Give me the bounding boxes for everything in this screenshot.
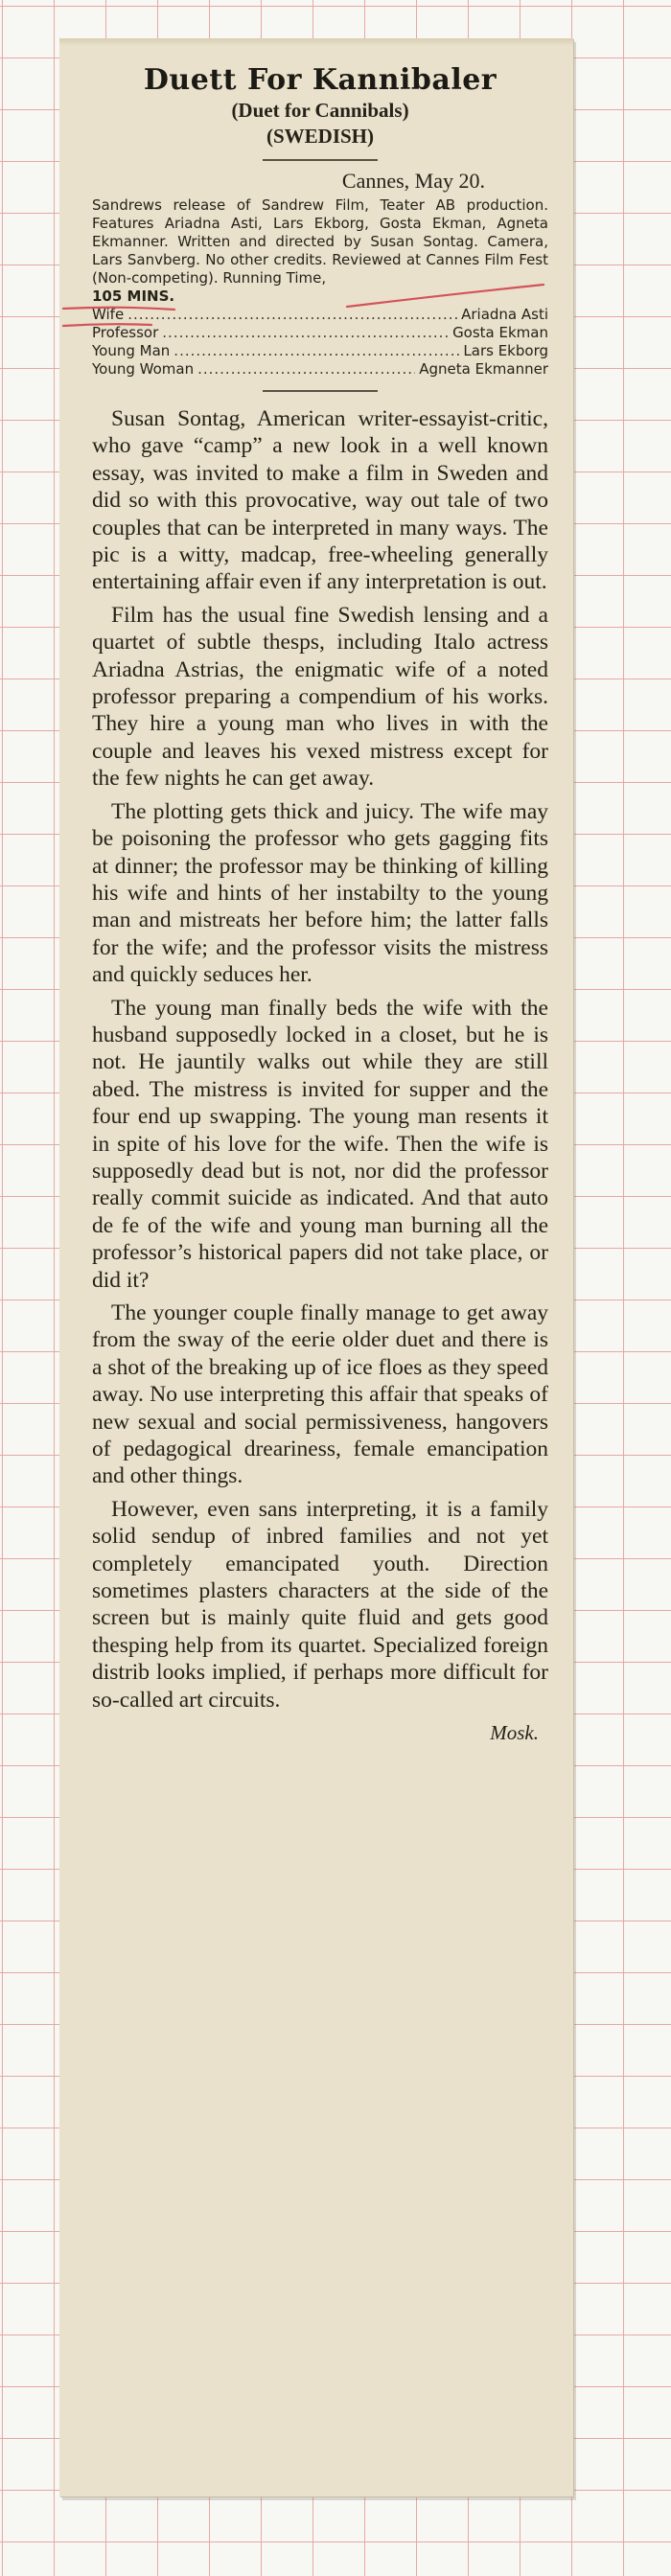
running-time: 105 MINS. <box>92 288 175 305</box>
newspaper-clipping <box>59 38 573 2496</box>
cast-actor: Agneta Ekmanner <box>419 360 548 378</box>
cast-role: Young Woman <box>92 360 195 378</box>
leader-dots <box>174 342 459 360</box>
cast-actor: Gosta Ekman <box>452 324 548 341</box>
headline-subtitle: (Duet for Cannibals) <box>231 99 409 122</box>
leader-dots <box>162 324 449 342</box>
production-details: Sandrews release of Sandrew Film, Teater AB production. Features Ariadna Asti, Lars Ekborg, Gosta Ekman, Agneta Ekmanner. Written and directed by Susan Sontag. Camera, Lars Sanvberg. No other credits. Reviewed at Cannes Film Fest (Non-competing). Running Time, <box>92 196 548 287</box>
cast-role: Young Man <box>92 342 171 359</box>
divider <box>263 159 378 161</box>
review-paragraph: However, even sans interpreting, it is a family solid sendup of inbred families and not yet completely emancipated youth. Direction sometimes plasters characters at the side of the screen but is mainly quite fluid and gets good thesping help from its quartet. Specialized foreign distrib looks implied, if perhaps more difficult for so-called art circuits. <box>92 1496 548 1713</box>
leader-dots <box>127 306 457 324</box>
cast-entry <box>92 360 548 379</box>
review-paragraph: The plotting gets thick and juicy. The wife may be poisoning the professor who gets gagging fits at dinner; the professor may be thinking of killing his wife and hints of her instabilty to the young man and mistreats her before him; the latter falls for the wife; and the professor visits the mistress and quickly seduces her. <box>92 798 548 988</box>
divider <box>263 390 378 392</box>
headline-language: (SWEDISH) <box>266 125 375 148</box>
cast-actor: Lars Ekborg <box>463 342 548 359</box>
headline-title: Duett For Kannibaler <box>143 63 497 97</box>
cast-entry <box>92 306 548 324</box>
review-paragraph: Film has the usual fine Swedish lensing and a quartet of subtle thesps, including Italo actress Ariadna Astrias, the enigmatic wife of a noted professor preparing a compendium of his works. They hire a young man who lives in with the couple and leaves his vexed mistress except for the few nights he can get away. <box>92 602 548 792</box>
review-paragraph: Susan Sontag, American writer-essayist-critic, who gave “camp” a new look in a well known essay, was invited to make a film in Sweden and did so with this provocative, way out tale of two couples that can be interpreted in many ways. The pic is a witty, madcap, free-wheeling generally entertaining affair even if any interpretation is out. <box>92 406 548 595</box>
leader-dots <box>197 360 415 379</box>
cast-role: Wife <box>92 306 125 323</box>
dateline: Cannes, May 20. <box>341 169 485 193</box>
cast-list <box>92 306 548 379</box>
cast-actor: Ariadna Asti <box>461 306 548 323</box>
reviewer-signature: Mosk. <box>490 1721 539 1745</box>
cast-entry <box>92 342 548 360</box>
review-paragraph: The younger couple finally manage to get away from the sway of the eerie older duet and there is a shot of the breaking up of ice floes as they speed away. No use interpreting this affair that speaks of new sexual and social permissiveness, hangovers of pedagogical dreariness, female emancipation and other things. <box>92 1300 548 1489</box>
cast-entry <box>92 324 548 342</box>
review-paragraph: The young man finally beds the wife with the husband supposedly locked in a closet, but he is not. He jauntily walks out while they are still abed. The mistress is invited for supper and the four end up swapping. The young man resents it in spite of his love for the wife. Then the wife is supposedly dead but is not, nor did the professor really commit suicide as indicated. And that auto de fe of the wife and young man burning all the professor’s historical papers did not take place, or did it? <box>92 995 548 1293</box>
cast-role: Professor <box>92 324 159 341</box>
review-body <box>92 405 548 1714</box>
